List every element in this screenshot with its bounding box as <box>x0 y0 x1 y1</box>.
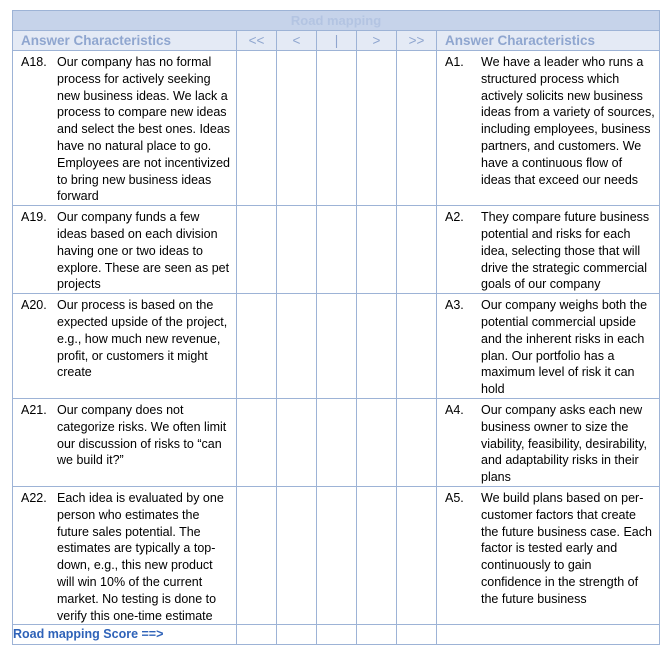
rating-cell[interactable] <box>277 294 317 399</box>
rating-cell[interactable] <box>397 51 437 206</box>
left-answer-cell <box>13 294 237 399</box>
left-answer-text: Our process is based on the expected upside of the project, e.g., how much new revenue, profit, or customers it might create <box>57 298 228 380</box>
right-answer-cell <box>437 206 660 294</box>
right-answer-id: A1. <box>445 55 464 69</box>
rating-cell[interactable] <box>317 294 357 399</box>
right-answer-text: We build plans based on per-customer factors that create the future business case. Each factor is tested early and continuously to gain confidence in the strength of the future business <box>481 490 652 606</box>
rating-cell[interactable] <box>237 398 277 486</box>
rating-cell[interactable] <box>357 486 397 624</box>
rating-cell[interactable] <box>397 486 437 624</box>
table-title: Road mapping <box>13 11 660 31</box>
table-row <box>13 398 660 486</box>
scale-header-neutral: | <box>317 31 357 51</box>
rating-cell[interactable] <box>357 206 397 294</box>
score-cell[interactable] <box>357 625 397 645</box>
left-answer-text: Each idea is evaluated by one person who estimates the future sales potential. The estimates are typically a top-down, e.g., this new product will win 10% of the current market. No testing is done to verify this one-time estimate <box>57 490 224 623</box>
scale-header-strong-left: << <box>237 31 277 51</box>
score-cell[interactable] <box>437 625 660 645</box>
rating-cell[interactable] <box>317 398 357 486</box>
score-cell[interactable] <box>237 625 277 645</box>
left-answer-cell <box>13 206 237 294</box>
rating-cell[interactable] <box>357 51 397 206</box>
right-answer-id: A3. <box>445 298 464 313</box>
table-row <box>13 294 660 399</box>
right-answer-cell <box>437 51 660 206</box>
rating-cell[interactable] <box>237 206 277 294</box>
rating-cell[interactable] <box>277 398 317 486</box>
left-answer-text: Our company does not categorize risks. We often limit our discussion of risks to “can we build it?” <box>57 402 227 468</box>
left-answer-id: A18. <box>21 55 47 69</box>
right-answer-text: Our company asks each new business owner to size the viability, feasibility, desirability, and adaptability risks in their plans <box>481 402 648 485</box>
right-column-header: Answer Characteristics <box>437 31 660 51</box>
scale-header-strong-right: >> <box>397 31 437 51</box>
left-answer-cell <box>13 486 237 624</box>
road-mapping-table <box>12 10 660 645</box>
left-answer-id: A22. <box>21 490 47 505</box>
score-label: Road mapping Score ==> <box>13 625 237 645</box>
left-answer-cell <box>13 51 237 206</box>
right-answer-cell <box>437 398 660 486</box>
rating-cell[interactable] <box>317 206 357 294</box>
rating-cell[interactable] <box>357 398 397 486</box>
rating-cell[interactable] <box>397 206 437 294</box>
rating-cell[interactable] <box>277 486 317 624</box>
rating-cell[interactable] <box>317 51 357 206</box>
rating-cell[interactable] <box>237 51 277 206</box>
right-answer-cell <box>437 294 660 399</box>
left-column-header: Answer Characteristics <box>13 31 237 51</box>
rating-cell[interactable] <box>397 294 437 399</box>
rating-cell[interactable] <box>237 486 277 624</box>
table-row <box>13 486 660 624</box>
rating-cell[interactable] <box>357 294 397 399</box>
left-answer-id: A20. <box>21 298 47 313</box>
rating-cell[interactable] <box>317 486 357 624</box>
rating-cell[interactable] <box>277 51 317 206</box>
right-answer-cell <box>437 486 660 624</box>
left-answer-text: Our company funds a few ideas based on each division having one or two ideas to explore. These are seen as pet projects <box>57 210 230 292</box>
right-answer-text: They compare future business potential and risks for each idea, selecting those that will drive the strategic commercial goals of our company <box>481 210 650 292</box>
scale-header-right: > <box>357 31 397 51</box>
rating-cell[interactable] <box>397 398 437 486</box>
scale-header-left: < <box>277 31 317 51</box>
right-answer-text: Our company weighs both the potential commercial upside and the inherent risks in each plan. Our portfolio has a maximum level of risk it can hold <box>481 298 648 397</box>
score-cell[interactable] <box>277 625 317 645</box>
rating-cell[interactable] <box>277 206 317 294</box>
right-answer-id: A4. <box>445 402 464 417</box>
score-cell[interactable] <box>317 625 357 645</box>
left-answer-id: A21. <box>21 402 47 417</box>
right-answer-text: We have a leader who runs a structured process which actively solicits new business ideas from a variety of sources, including employees, business partners, and customers. We have a continuous flow of ideas that exceed our needs <box>481 55 655 187</box>
left-answer-text: Our company has no formal process for actively seeking new business ideas. We lack a process to compare new ideas and select the best ones. Ideas have no natural place to go. Employees are not incentivized to bring new business ideas forward <box>57 55 231 204</box>
right-answer-id: A2. <box>445 210 464 225</box>
right-answer-id: A5. <box>445 490 464 505</box>
score-row <box>13 625 660 645</box>
left-answer-id: A19. <box>21 210 47 225</box>
rating-cell[interactable] <box>237 294 277 399</box>
left-answer-cell <box>13 398 237 486</box>
table-row <box>13 206 660 294</box>
score-cell[interactable] <box>397 625 437 645</box>
table-row <box>13 51 660 206</box>
